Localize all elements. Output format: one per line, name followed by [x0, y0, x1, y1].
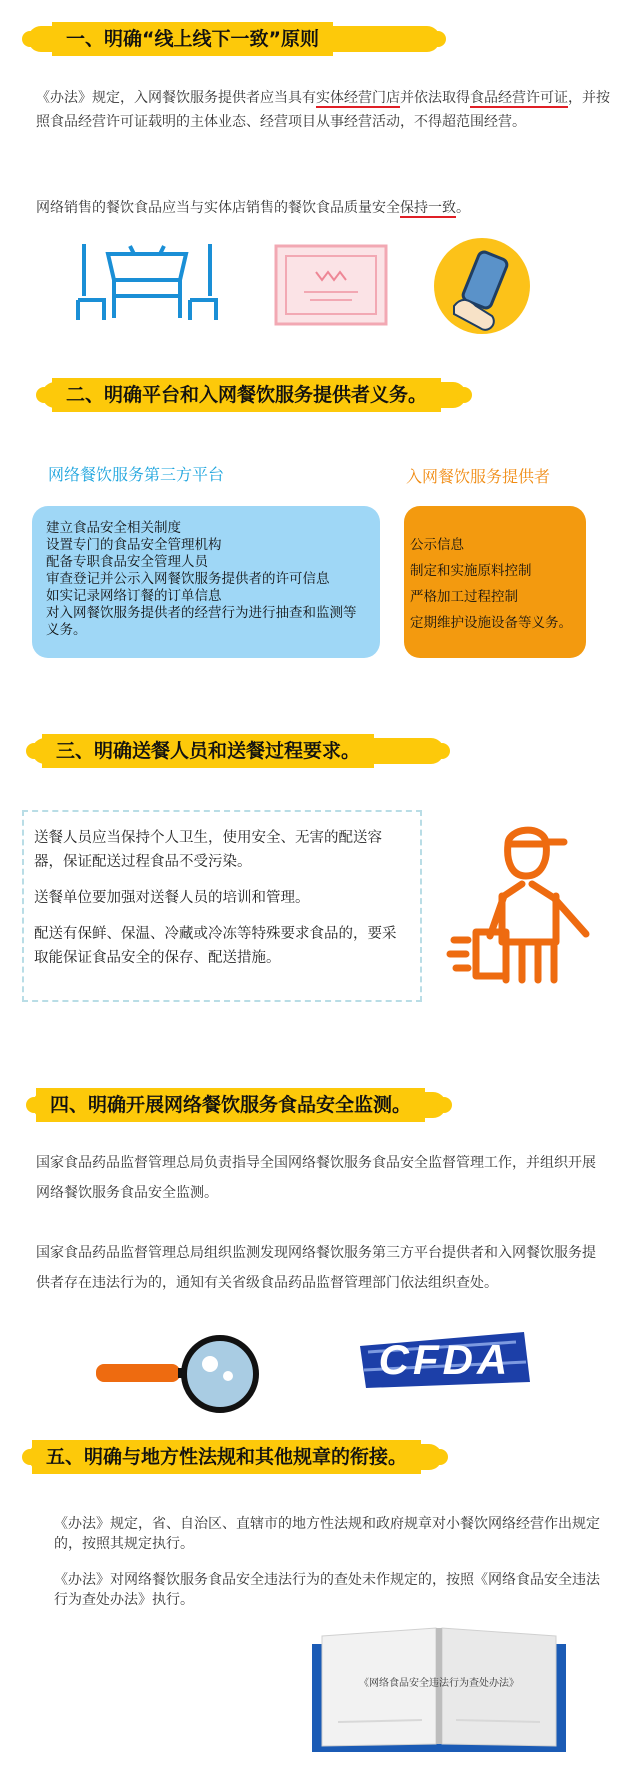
platform-duty: 审查登记并公示入网餐饮服务提供者的许可信息 [46, 571, 330, 587]
platform-duty: 如实记录网络订餐的订单信息 [46, 588, 222, 604]
cfda-logo: CFDA [356, 1324, 534, 1394]
delivery-requirements-box [22, 810, 422, 1002]
storefront-icon [74, 240, 220, 326]
section-4-title: 四、明确开展网络餐饮服务食品安全监测。 [36, 1088, 425, 1122]
phone-hand-icon [432, 236, 532, 336]
section-1-paragraph-2: 网络销售的餐饮食品应当与实体店销售的餐饮食品质量安全保持一致。 [36, 200, 470, 216]
certificate-icon [274, 244, 388, 326]
provider-duty: 严格加工过程控制 [410, 589, 518, 605]
section-1-paragraph-1: 《办法》规定，入网餐饮服务提供者应当具有实体经营门店并依法取得食品经营许可证，并按照食品经营许可证载明的主体业态、经营项目从事经营活动，不得超范围经营。 [36, 90, 610, 130]
section-5-paragraph-1: 《办法》规定，省、自治区、直辖市的地方性法规和政府规章对小餐饮网络经营作出规定的，按照其规定执行。 [54, 1516, 600, 1552]
section-2-banner [42, 378, 466, 412]
section-4-banner [32, 1088, 446, 1122]
section-3-title: 三、明确送餐人员和送餐过程要求。 [42, 734, 374, 768]
section-5-paragraph-2: 《办法》对网络餐饮服务食品安全违法行为的查处未作规定的，按照《网络食品安全违法行为查处办法》执行。 [54, 1572, 600, 1608]
platform-column-title: 网络餐饮服务第三方平台 [48, 465, 225, 484]
provider-column-title: 入网餐饮服务提供者 [406, 467, 551, 486]
provider-duty: 定期维护设施设备等义务。 [410, 615, 572, 631]
section-4-paragraph-2: 国家食品药品监督管理总局组织监测发现网络餐饮服务第三方平台提供者和入网餐饮服务提供者存在违法行为的，通知有关省级食品药品监督管理部门依法组织查处。 [36, 1245, 596, 1291]
section-5-banner [28, 1440, 442, 1474]
section-1-title: 一、明确“线上线下一致”原则 [52, 22, 333, 56]
delivery-training-text: 送餐单位要加强对送餐人员的培训和管理。 [34, 890, 310, 906]
provider-duties-box [404, 506, 586, 658]
platform-duties-box [32, 506, 380, 658]
book-title: 《网络食品安全违法行为查处办法》 [359, 1678, 519, 1689]
underline-physical-store: 实体经营门店 [316, 90, 400, 106]
platform-duty: 对入网餐饮服务提供者的经营行为进行抽查和监测等义务。 [46, 605, 357, 638]
delivery-person-icon [446, 820, 606, 990]
platform-duty: 设置专门的食品安全管理机构 [46, 537, 222, 553]
delivery-hygiene-text: 送餐人员应当保持个人卫生，使用安全、无害的配送容器，保证配送过程食品不受污染。 [34, 830, 382, 870]
magnifier-icon [94, 1328, 262, 1420]
section-3-banner [32, 734, 444, 768]
platform-duty: 配备专职食品安全管理人员 [46, 554, 208, 570]
section-5-title: 五、明确与地方性法规和其他规章的衔接。 [32, 1440, 421, 1474]
section-2-title: 二、明确平台和入网餐饮服务提供者义务。 [52, 378, 441, 412]
section-4-paragraph-1: 国家食品药品监督管理总局负责指导全国网络餐饮服务食品安全监督管理工作，并组织开展网络餐饮服务食品安全监测。 [36, 1155, 596, 1201]
underline-license: 食品经营许 [470, 90, 540, 106]
provider-duty: 公示信息 [410, 537, 464, 553]
section-1-banner [28, 22, 440, 56]
underline-consistent: 保持一致 [400, 200, 456, 216]
delivery-special-food-text: 配送有保鲜、保温、冷藏或冷冻等特殊要求食品的，要采取能保证食品安全的保存、配送措施。 [34, 926, 397, 966]
regulation-book [312, 1626, 566, 1752]
provider-duty: 制定和实施原料控制 [410, 563, 532, 579]
platform-duty: 建立食品安全相关制度 [46, 520, 181, 536]
